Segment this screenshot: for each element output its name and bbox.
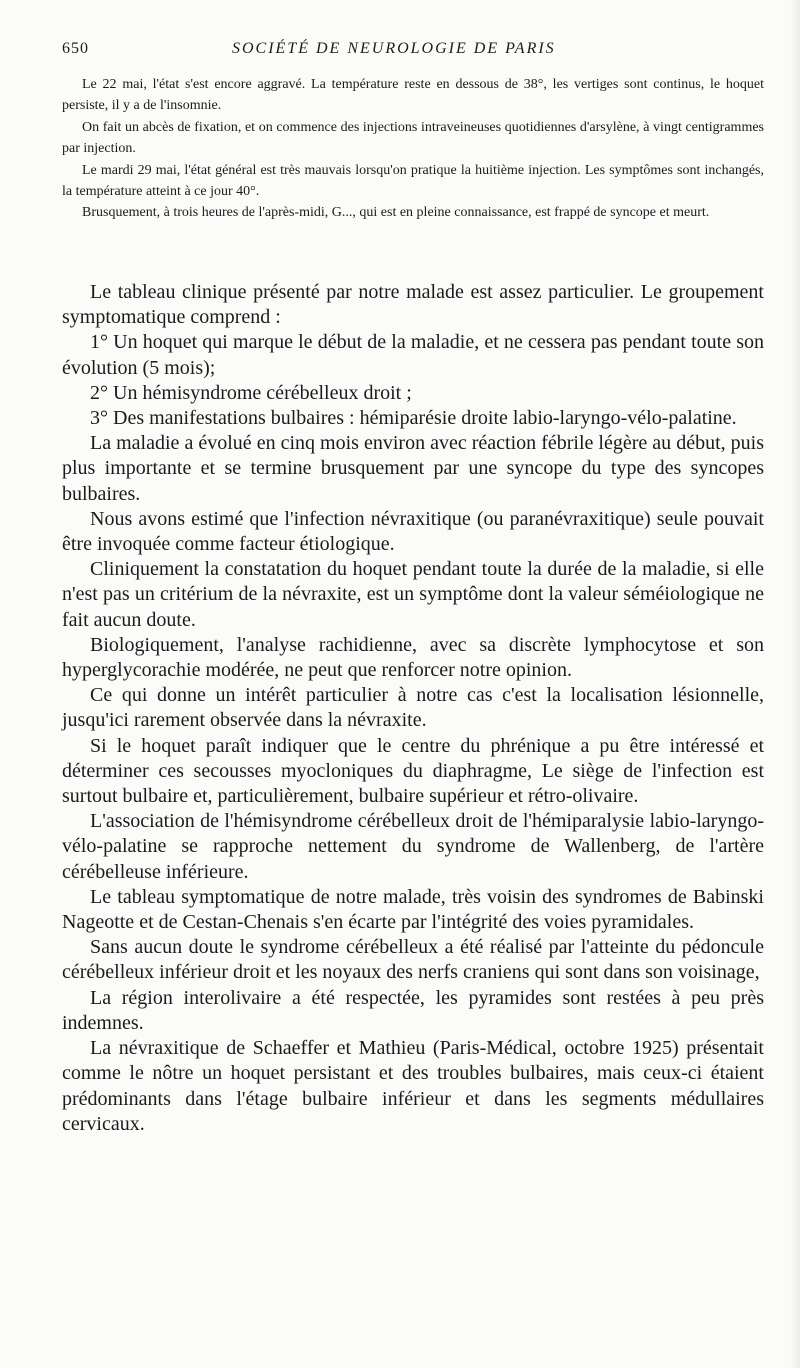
page-edge-shadow <box>790 0 800 1368</box>
discussion-paragraph: 1° Un hoquet qui marque le début de la maladie, et ne cessera pas pendant toute son évolution (5 mois); <box>62 331 764 379</box>
discussion-paragraph: Le tableau symptomatique de notre malade, très voisin des syndromes de Babinski Nageotte et de Cestan-Chenais s'en écarte par l'intégrité des voies pyramidales. <box>62 885 764 934</box>
case-note-paragraph: Brusquement, à trois heures de l'après-midi, G..., qui est en pleine connaissance, est frappé de syncope et meurt. <box>82 205 710 221</box>
discussion-text <box>62 280 764 1137</box>
discussion-paragraph: Le tableau clinique présenté par notre malade est assez particulier. Le groupement symptomatique comprend : <box>62 281 764 329</box>
discussion-paragraph: 2° Un hémisyndrome cérébelleux droit ; <box>90 381 412 404</box>
case-notes <box>62 74 764 224</box>
discussion-paragraph: L'association de l'hémisyndrome cérébelleux droit de l'hémiparalysie labio-laryngo-vélo-palatine se rapproche nettement du syndrome de Wallenberg, de l'artère cérébelleuse inférieure. <box>62 810 764 883</box>
case-note-paragraph: Le 22 mai, l'état s'est encore aggravé. La température reste en dessous de 38°, les vertiges sont continus, le hoquet persiste, il y a de l'insomnie. <box>62 77 764 114</box>
page-header <box>62 40 762 64</box>
case-note-paragraph: Le mardi 29 mai, l'état général est très mauvais lorsqu'on pratique la huitième injection. Les symptômes sont inchangés, la température atteint à ce jour 40°. <box>62 162 764 200</box>
discussion-paragraph: Sans aucun doute le syndrome cérébelleux a été réalisé par l'atteinte du pédoncule cérébelleux inférieur droit et les noyaux des nerfs craniens qui sont dans son voisinage, <box>62 936 764 984</box>
discussion-paragraph: La maladie a évolué en cinq mois environ avec réaction fébrile légère au début, puis plus importante et se termine brusquement par une syncope du type des syncopes bulbaires. <box>62 432 764 505</box>
discussion-paragraph: Ce qui donne un intérêt particulier à notre cas c'est la localisation lésionnelle, jusqu'ici rarement observée dans la névraxite. <box>62 684 764 732</box>
page-number: 650 <box>62 40 89 57</box>
discussion-paragraph: La région interolivaire a été respectée, les pyramides sont restées à peu près indemnes. <box>62 986 764 1034</box>
discussion-paragraph: Nous avons estimé que l'infection névraxitique (ou paranévraxitique) seule pouvait être invoquée comme facteur étiologique. <box>62 507 764 556</box>
discussion-paragraph: 3° Des manifestations bulbaires : hémiparésie droite labio-laryngo-vélo-palatine. <box>90 407 737 430</box>
case-note-paragraph: On fait un abcès de fixation, et on commence des injections intraveineuses quotidiennes d'arsylène, à vingt centigrammes par injection. <box>62 119 764 157</box>
running-title: SOCIÉTÉ DE NEUROLOGIE DE PARIS <box>232 40 556 57</box>
discussion-paragraph: La névraxitique de Schaeffer et Mathieu (Paris-Médical, octobre 1925) présentait comme le nôtre un hoquet persistant et des troubles bulbaires, mais ceux-ci étaient prédominants dans l'étage bulbaire inférieur et dans les segments médullaires cervicaux. <box>62 1037 764 1135</box>
discussion-paragraph: Cliniquement la constatation du hoquet pendant toute la durée de la maladie, si elle n'est pas un critérium de la névraxite, est un symptôme dont la valeur séméiologique ne fait aucun doute. <box>62 558 764 631</box>
discussion-paragraph: Biologiquement, l'analyse rachidienne, avec sa discrète lymphocytose et son hyperglycorachie modérée, ne peut que renforcer notre opinion. <box>62 633 764 682</box>
discussion-paragraph: Si le hoquet paraît indiquer que le centre du phrénique a pu être intéressé et déterminer ces secousses myocloniques du diaphragme, Le siège de l'infection est surtout bulbaire et, particulièrement, bulbaire supérieur et rétro-olivaire. <box>62 734 764 808</box>
